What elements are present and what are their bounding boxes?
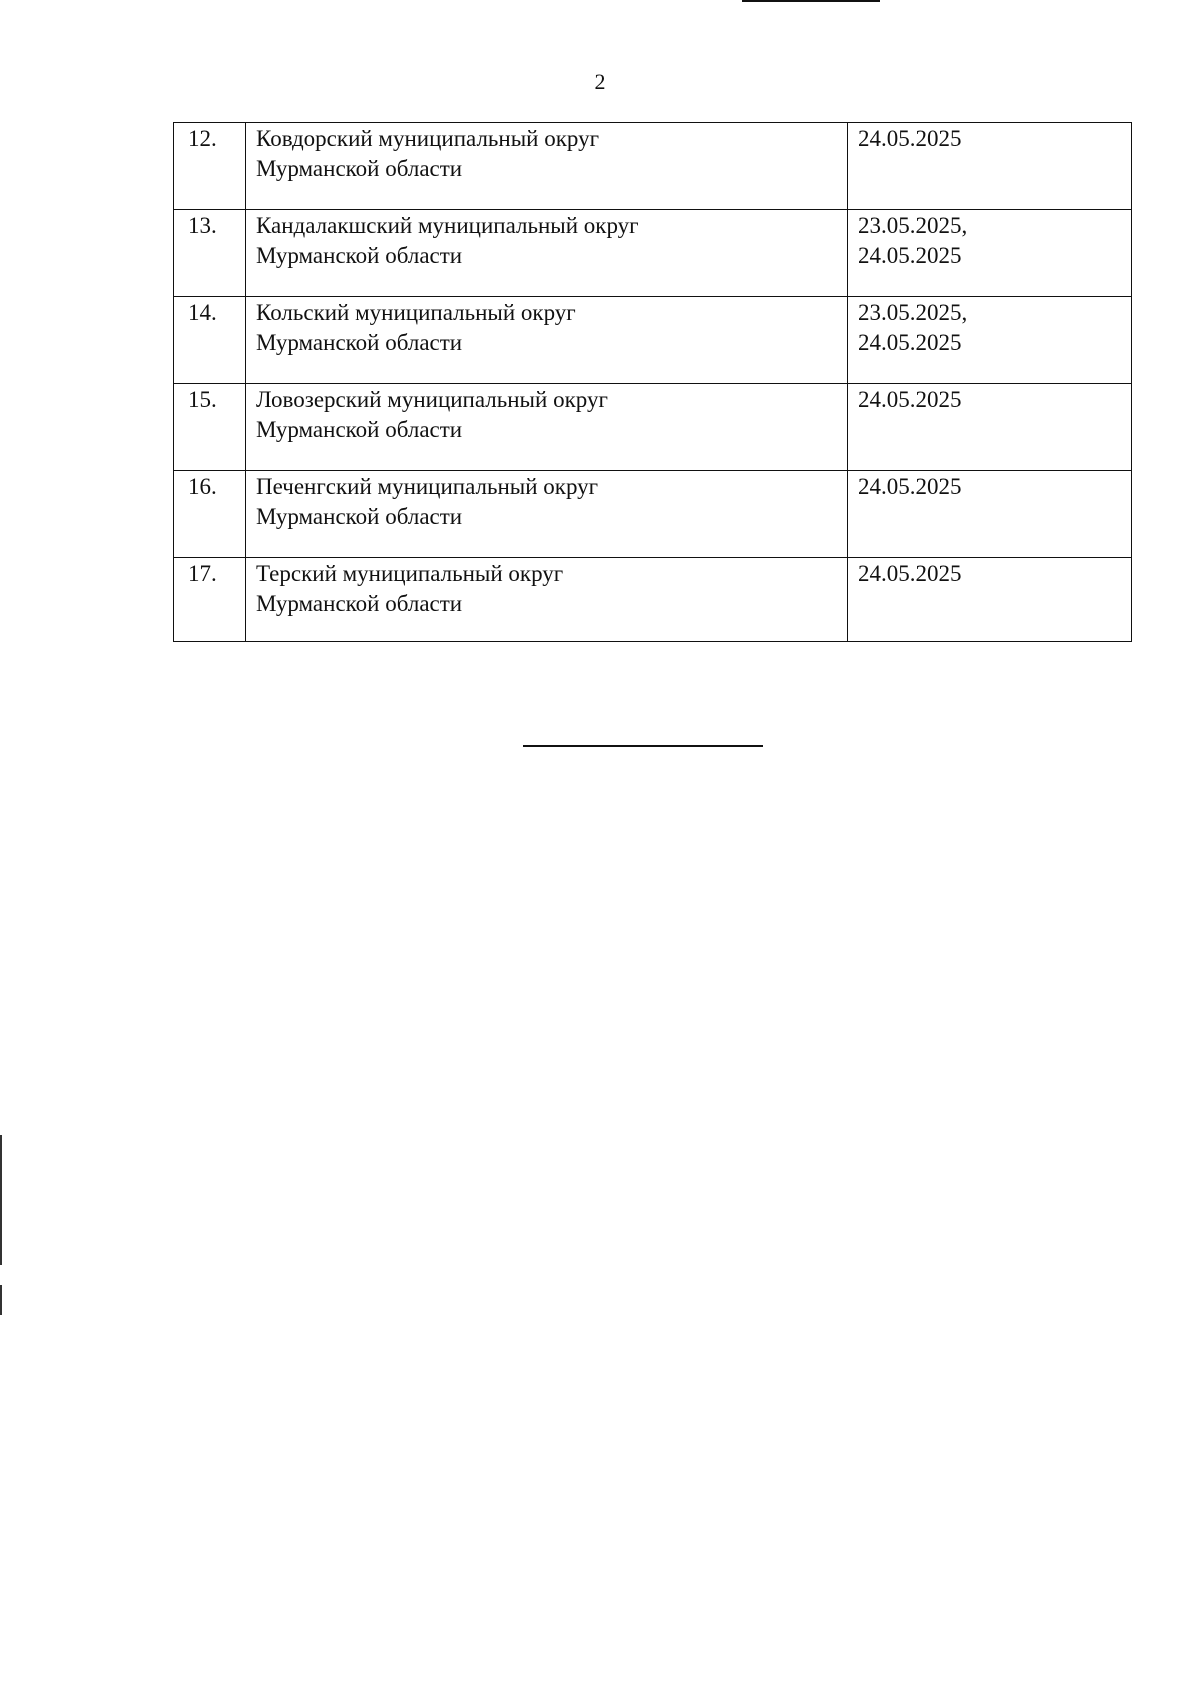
- district-name-line: Мурманской области: [256, 417, 463, 442]
- election-date: 24.05.2025: [858, 561, 962, 586]
- election-date-cell: [848, 123, 1132, 210]
- row-number: 17.: [188, 561, 217, 586]
- election-date: 24.05.2025: [858, 126, 962, 151]
- row-number: 13.: [188, 213, 217, 238]
- row-number: 12.: [188, 126, 217, 151]
- district-name-line: Ловозерский муниципальный округ: [256, 387, 608, 412]
- election-date: 24.05.2025: [858, 474, 962, 499]
- district-name-line: Мурманской области: [256, 591, 463, 616]
- row-number-cell: [174, 123, 246, 210]
- row-number: 16.: [188, 474, 217, 499]
- district-name-line: Мурманской области: [256, 330, 463, 355]
- table-row: [174, 210, 1132, 297]
- table-row: [174, 384, 1132, 471]
- election-date-cell: [848, 384, 1132, 471]
- districts-table: [173, 122, 1132, 642]
- district-name-cell: [246, 210, 848, 297]
- row-number-cell: [174, 384, 246, 471]
- election-date: 23.05.2025,: [858, 300, 968, 325]
- district-name-cell: [246, 558, 848, 642]
- row-number-cell: [174, 210, 246, 297]
- district-name-line: Мурманской области: [256, 156, 463, 181]
- row-number-cell: [174, 558, 246, 642]
- district-name-cell: [246, 123, 848, 210]
- district-name-line: Кандалакшский муниципальный округ: [256, 213, 639, 238]
- election-date-cell: [848, 558, 1132, 642]
- election-date-cell: [848, 471, 1132, 558]
- page-number: 2: [594, 69, 606, 94]
- end-rule-line: [523, 745, 763, 747]
- election-date: 24.05.2025: [858, 243, 962, 268]
- scan-edge-mark: [0, 1285, 2, 1315]
- top-rule-line: [742, 0, 880, 2]
- district-name-cell: [246, 384, 848, 471]
- district-name-cell: [246, 471, 848, 558]
- table-row: [174, 471, 1132, 558]
- table-row: [174, 123, 1132, 210]
- district-name-line: Мурманской области: [256, 504, 463, 529]
- election-date: 24.05.2025: [858, 387, 962, 412]
- row-number: 14.: [188, 300, 217, 325]
- district-name-line: Кольский муниципальный округ: [256, 300, 576, 325]
- election-date: 24.05.2025: [858, 330, 962, 355]
- district-name-line: Терский муниципальный округ: [256, 561, 564, 586]
- district-name-line: Мурманской области: [256, 243, 463, 268]
- scan-edge-mark: [0, 1135, 2, 1265]
- election-date: 23.05.2025,: [858, 213, 968, 238]
- election-date-cell: [848, 210, 1132, 297]
- table-body: [174, 123, 1132, 642]
- row-number-cell: [174, 471, 246, 558]
- election-date-cell: [848, 297, 1132, 384]
- district-name-cell: [246, 297, 848, 384]
- row-number: 15.: [188, 387, 217, 412]
- district-name-line: Печенгский муниципальный округ: [256, 474, 599, 499]
- row-number-cell: [174, 297, 246, 384]
- district-name-line: Ковдорский муниципальный округ: [256, 126, 600, 151]
- table-row: [174, 297, 1132, 384]
- table-row: [174, 558, 1132, 642]
